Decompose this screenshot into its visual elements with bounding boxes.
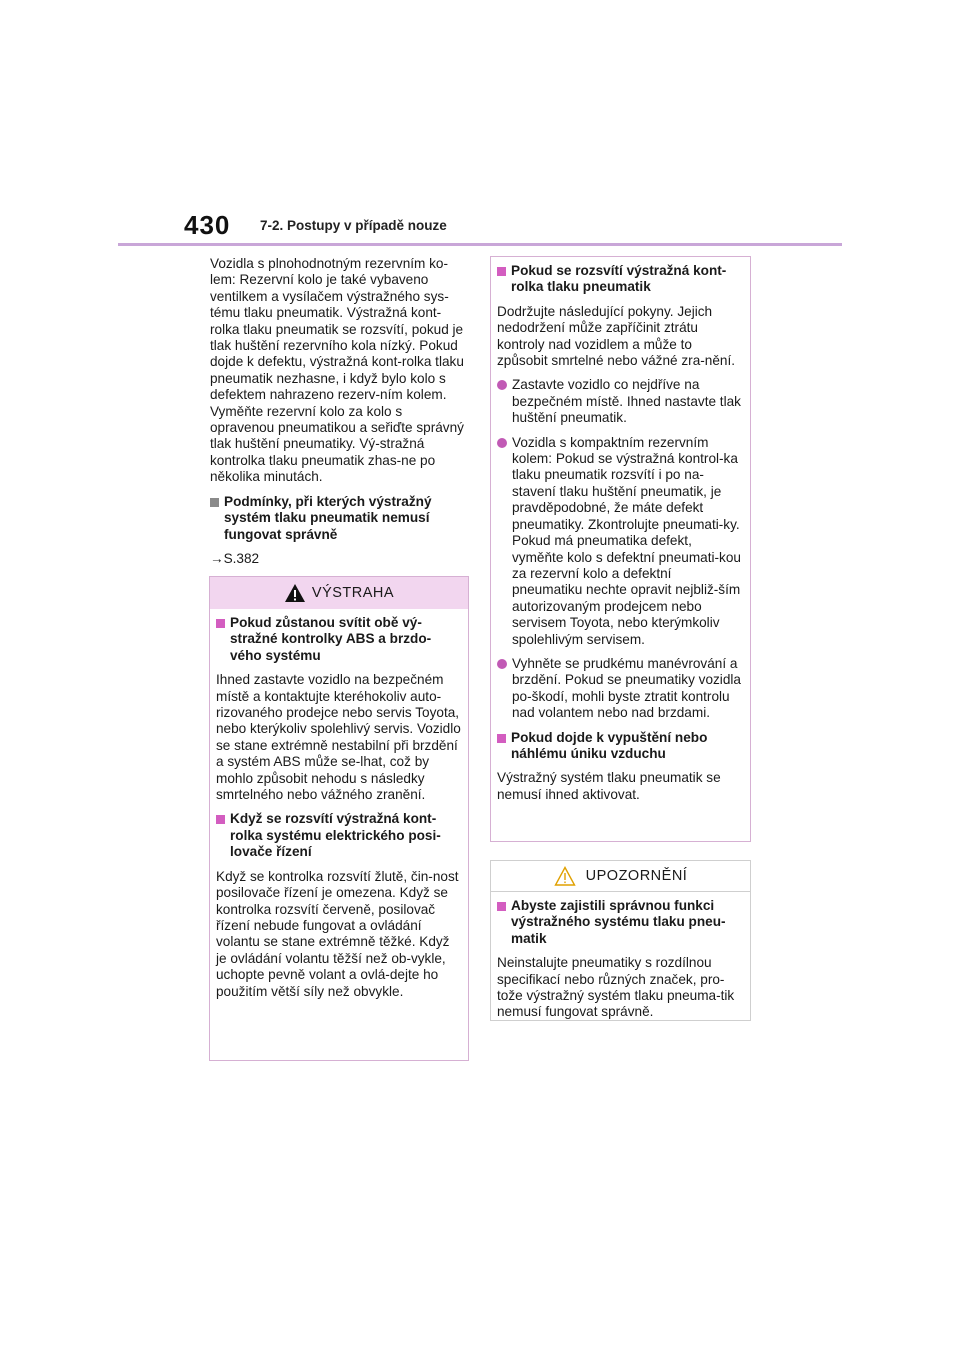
notice-title: UPOZORNĚNÍ: [585, 868, 688, 884]
abs-heading: [216, 615, 462, 664]
bullet-text: Vozidla s kompaktním rezervním kolem: Pokud se výstražná kontrol-ka tlaku pneumatik rozsvítí i po na-stavení tlaku huštění pneumatik, je pravděpodobné, že máte defekt pneumatiky. Zkontrolujte pneumati-ky. Pokud má pneumatika defekt, vyměňte kolo s defektní pneumati-kou za rezervní kolo a defektní pneumatiku nechte opravit nejbliž-ším autorizovaným prodejcem nebo servisem Toyota, nebo kterýmkoliv spolehlivým servisem.: [512, 434, 741, 647]
warning-triangle-icon: [284, 583, 306, 603]
round-bullet-icon: [497, 659, 507, 669]
eps-text: Když se kontrolka rozsvítí žlutě, čin-nost posilovače řízení je omezena. Když se kontrolka rozsvítí červeně, posilovač řízení nebude fungovat a ovládání volantu se stane extrémně těžké. Když je ovládání volantu těžší než ob-vykle, uchopte pevně volant a ovlá-dejte ho použitím větší síly než obvykle.: [216, 868, 459, 999]
caution-triangle-icon: [554, 866, 576, 886]
square-bullet-icon: [497, 734, 506, 743]
round-bullet-icon: [497, 438, 507, 448]
header-divider: [118, 243, 842, 246]
eps-heading-text: Když se rozsvítí výstražná kont-rolka systému elektrického posi-lovače řízení: [230, 811, 441, 860]
warning-box: [209, 576, 469, 1061]
square-bullet-icon: [497, 902, 506, 911]
bullet-text: Vyhněte se prudkému manévrování a brzdění. Pokud se pneumatiky vozidla po-škodí, mohli byste ztratit kontrolu nad volantem nebo nad brzdami.: [512, 655, 741, 721]
notice-text: Neinstalujte pneumatiky s rozdílnou specifikací nebo různých značek, pro-tože výstražný systém tlaku pneuma-tik nemusí fungovat správně.: [497, 955, 735, 1020]
square-bullet-icon: [216, 815, 225, 824]
leak-heading: [497, 730, 744, 763]
page-number: 430: [184, 210, 231, 240]
round-bullet-icon: [497, 380, 507, 390]
notice-heading-text: Abyste zajistili správnou funkci výstražného systému tlaku pneu-matik: [511, 898, 726, 946]
intro-paragraph: Vozidla s plnohodnotným rezervním ko-lem: Rezervní kolo je také vybaveno ventilkem a vysílačem výstražného sys-tému tlaku pneumatik. Výstražná kont-rolka tlaku pneumatik se rozsvítí, pokud je tlak huštění rezervního kola nízký. Pokud dojde k defektu, výstražná kont-rolka tlaku pneumatik nezhasne, i když bylo kolo s defektem nahrazeno rezerv-ním kolem. Vyměňte rezervní kolo za kolo s opravenou pneumatikou a seřiďte správný tlak huštění pneumatiky. Vý-stražná kontrolka tlaku pneumatik zhas-ne po několika minutách.: [210, 256, 464, 485]
tire-pressure-box: [490, 256, 751, 842]
warning-title: VÝSTRAHA: [311, 585, 395, 601]
page-reference-link[interactable]: →S.382: [210, 550, 260, 566]
conditions-heading-text: Podmínky, při kterých výstražný systém tlaku pneumatik nemusí fungovat správně: [224, 493, 432, 542]
notice-heading: [497, 898, 744, 947]
tire-intro: Dodržujte následující pokyny. Jejich nedodržení může zapříčinit ztrátu kontroly nad vozidlem a může to způsobit smrtelné nebo vážné zra-nění.: [497, 303, 736, 369]
square-bullet-icon: [497, 267, 506, 276]
conditions-heading: [210, 494, 466, 543]
eps-heading: [216, 811, 462, 860]
section-title: 7-2. Postupy v případě nouze: [260, 218, 447, 233]
abs-text: Ihned zastavte vozidlo na bezpečném místě a kontaktujte kteréhokoliv auto-rizovaného prodejce nebo servis Toyota, nebo kterýkoliv spolehlivý servis. Vozidlo se stane extrémně nestabilní při brzdění a systém ABS může se-lhat, což by mohlo způsobit nehodu s následky smrtelného nebo vážného zranění.: [216, 672, 461, 803]
list-item: [497, 656, 744, 722]
notice-banner: [491, 861, 750, 892]
notice-box: [490, 860, 751, 1021]
bullet-text: Zastavte vozidlo co nejdříve na bezpečném místě. Ihned nastavte tlak huštění pneumatik.: [512, 377, 741, 426]
list-item: [497, 435, 744, 648]
tire-heading: [497, 263, 744, 296]
left-column: [210, 256, 466, 575]
square-bullet-icon: [216, 619, 225, 628]
leak-heading-text: Pokud dojde k vypuštění nebo náhlému úniku vzduchu: [511, 729, 708, 761]
leak-text: Výstražný systém tlaku pneumatik se nemusí ihned aktivovat.: [497, 770, 721, 802]
abs-heading-text: Pokud zůstanou svítit obě vý-stražné kontrolky ABS a brzdo-vého systému: [230, 615, 432, 663]
square-bullet-icon: [210, 498, 219, 507]
warning-banner: [210, 577, 468, 609]
list-item: [497, 377, 744, 426]
tire-heading-text: Pokud se rozsvítí výstražná kont-rolka tlaku pneumatik: [511, 263, 727, 295]
